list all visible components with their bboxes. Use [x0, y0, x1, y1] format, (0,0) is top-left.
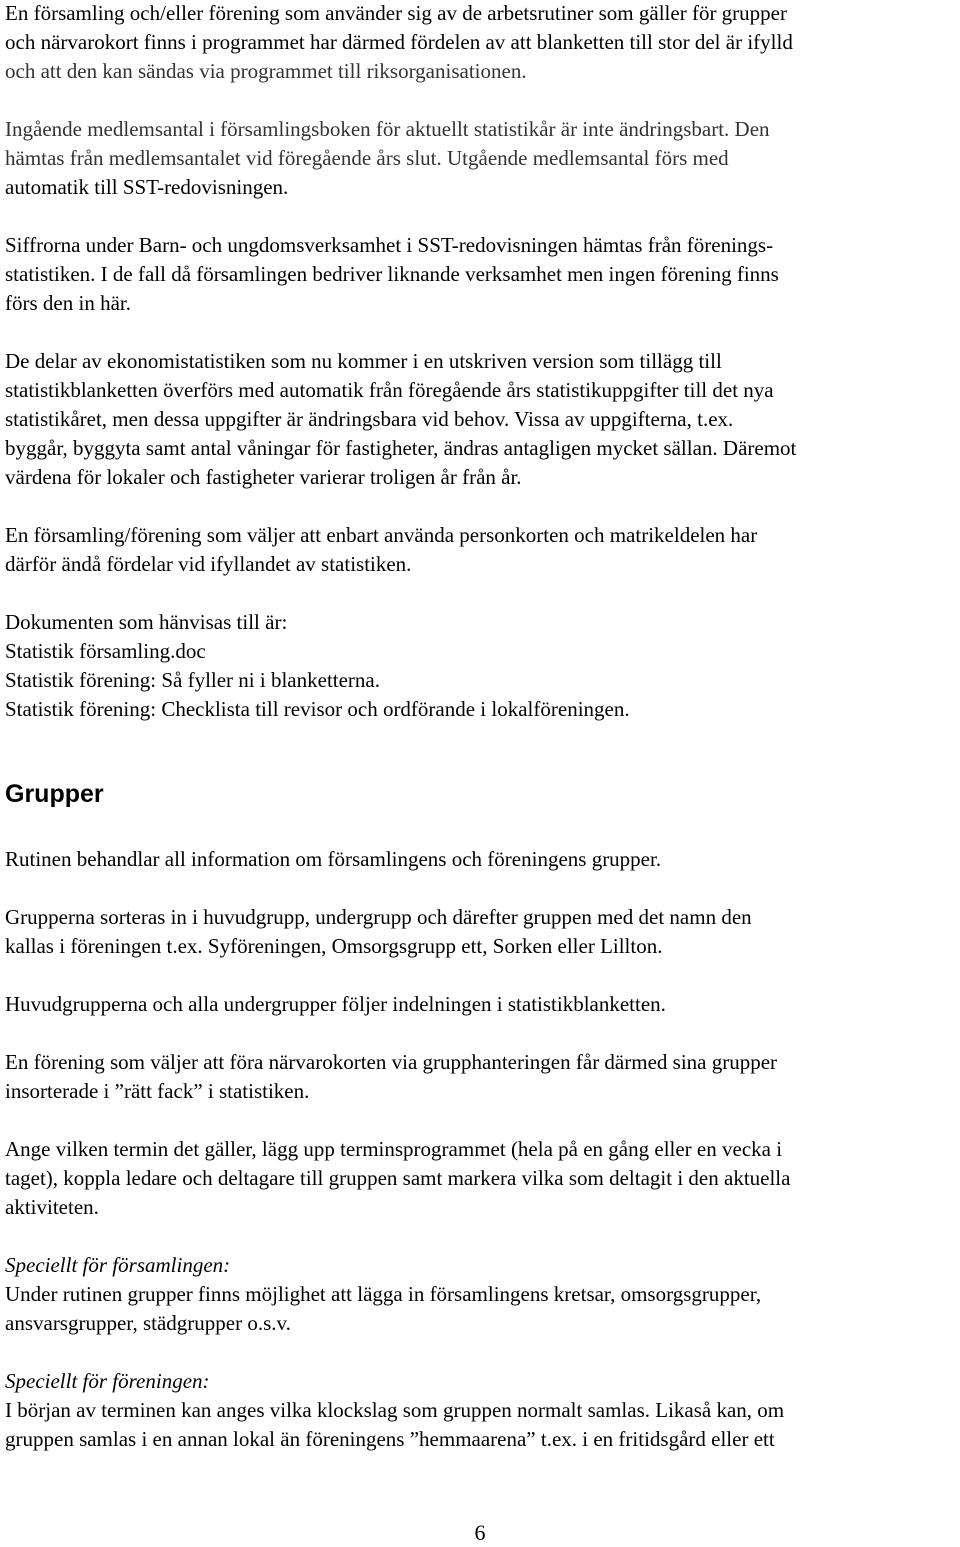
- text-line: insorterade i ”rätt fack” i statistiken.: [5, 1079, 310, 1103]
- text-line: hämtas från medlemsantalet vid föregående års slut. Utgående medlemsantal förs med: [5, 146, 729, 170]
- grupper-paragraph-2: [5, 903, 960, 961]
- text-line: Grupperna sorteras in i huvudgrupp, undergrupp och därefter gruppen med det namn den: [5, 905, 752, 929]
- intro-paragraph-1: [5, 0, 960, 86]
- text-line: Siffrorna under Barn- och ungdomsverksamhet i SST-redovisningen hämtas från förenings-: [5, 233, 774, 257]
- text-line: Huvudgrupperna och alla undergrupper följer indelningen i statistikblanketten.: [5, 992, 666, 1016]
- text-line: värdena för lokaler och fastigheter varierar troligen år från år.: [5, 465, 522, 489]
- text-line: Rutinen behandlar all information om församlingens och föreningens grupper.: [5, 847, 662, 871]
- grupper-paragraph-1: [5, 845, 960, 874]
- text-line: En församling/förening som väljer att enbart använda personkorten och matrikeldelen har: [5, 523, 758, 547]
- text-line: statistiken. I de fall då församlingen bedriver liknande verksamhet men ingen förening finns: [5, 262, 779, 286]
- text-line: kallas i föreningen t.ex. Syföreningen, Omsorgsgrupp ett, Sorken eller Lillton.: [5, 934, 663, 958]
- text-line: taget), koppla ledare och deltagare till gruppen samt markera vilka som deltagit i den aktuella: [5, 1166, 791, 1190]
- text-line: automatik till SST-redovisningen.: [5, 175, 289, 199]
- text-line: En förening som väljer att föra närvarokorten via grupphanteringen får därmed sina grupper: [5, 1050, 778, 1074]
- intro-paragraph-4: [5, 347, 960, 492]
- text-line: ansvarsgrupper, städgrupper o.s.v.: [5, 1311, 291, 1335]
- text-line: statistikåret, men dessa uppgifter är ändringsbara vid behov. Vissa av uppgifterna, t.ex.: [5, 407, 734, 431]
- text-line: aktiviteten.: [5, 1195, 99, 1219]
- text-line: Statistik förening: Så fyller ni i blanketterna.: [5, 668, 380, 692]
- text-line: därför ändå fördelar vid ifyllandet av statistiken.: [5, 552, 412, 576]
- grupper-paragraph-5: [5, 1135, 960, 1222]
- page-number: 6: [474, 1520, 486, 1545]
- grupper-paragraph-3: [5, 990, 960, 1019]
- text-line: Ingående medlemsantal i församlingsboken för aktuellt statistikår är inte ändringsbart. Den: [5, 117, 770, 141]
- text-line: och närvarokort finns i programmet har därmed fördelen av att blanketten till stor del är ifylld: [5, 30, 793, 54]
- intro-paragraph-2: [5, 115, 960, 202]
- text-line: Dokumenten som hänvisas till är:: [5, 610, 288, 634]
- text-line: Under rutinen grupper finns möjlighet att lägga in församlingens kretsar, omsorgsgrupper,: [5, 1282, 762, 1306]
- text-line: byggår, byggyta samt antal våningar för fastigheter, ändras antagligen mycket sällan. Däremot: [5, 436, 797, 460]
- text-line: De delar av ekonomistatistiken som nu kommer i en utskriven version som tillägg till: [5, 349, 722, 373]
- grupper-section: [5, 845, 960, 1483]
- text-line: och att den kan sändas via programmet till riksorganisationen.: [5, 59, 527, 83]
- text-line: statistikblanketten överförs med automatik från föregående års statistikuppgifter till det nya: [5, 378, 774, 402]
- grupper-paragraph-4: [5, 1048, 960, 1106]
- subheading-forsamling: Speciellt för församlingen:: [5, 1253, 231, 1277]
- subheading-forening: Speciellt för föreningen:: [5, 1369, 210, 1393]
- text-line: förs den in här.: [5, 291, 131, 315]
- intro-paragraph-5: [5, 521, 960, 579]
- section-heading-grupper: Grupper: [5, 780, 104, 808]
- text-line: gruppen samlas i en annan lokal än föreningens ”hemmaarena” t.ex. i en fritidsgård eller ett: [5, 1427, 775, 1451]
- document-page-top: [5, 0, 960, 753]
- intro-paragraph-3: [5, 231, 960, 318]
- text-line: I början av terminen kan anges vilka klockslag som gruppen normalt samlas. Likaså kan, om: [5, 1398, 785, 1422]
- forening-special-block: [5, 1367, 960, 1454]
- text-line: Statistik förening: Checklista till revisor och ordförande i lokalföreningen.: [5, 697, 630, 721]
- referenced-documents: [5, 608, 960, 724]
- text-line: Ange vilken termin det gäller, lägg upp terminsprogrammet (hela på en gång eller en vecka i: [5, 1137, 783, 1161]
- text-line: En församling och/eller förening som använder sig av de arbetsrutiner som gäller för grupper: [5, 1, 787, 25]
- text-line: Statistik församling.doc: [5, 639, 206, 663]
- forsamling-special-block: [5, 1251, 960, 1338]
